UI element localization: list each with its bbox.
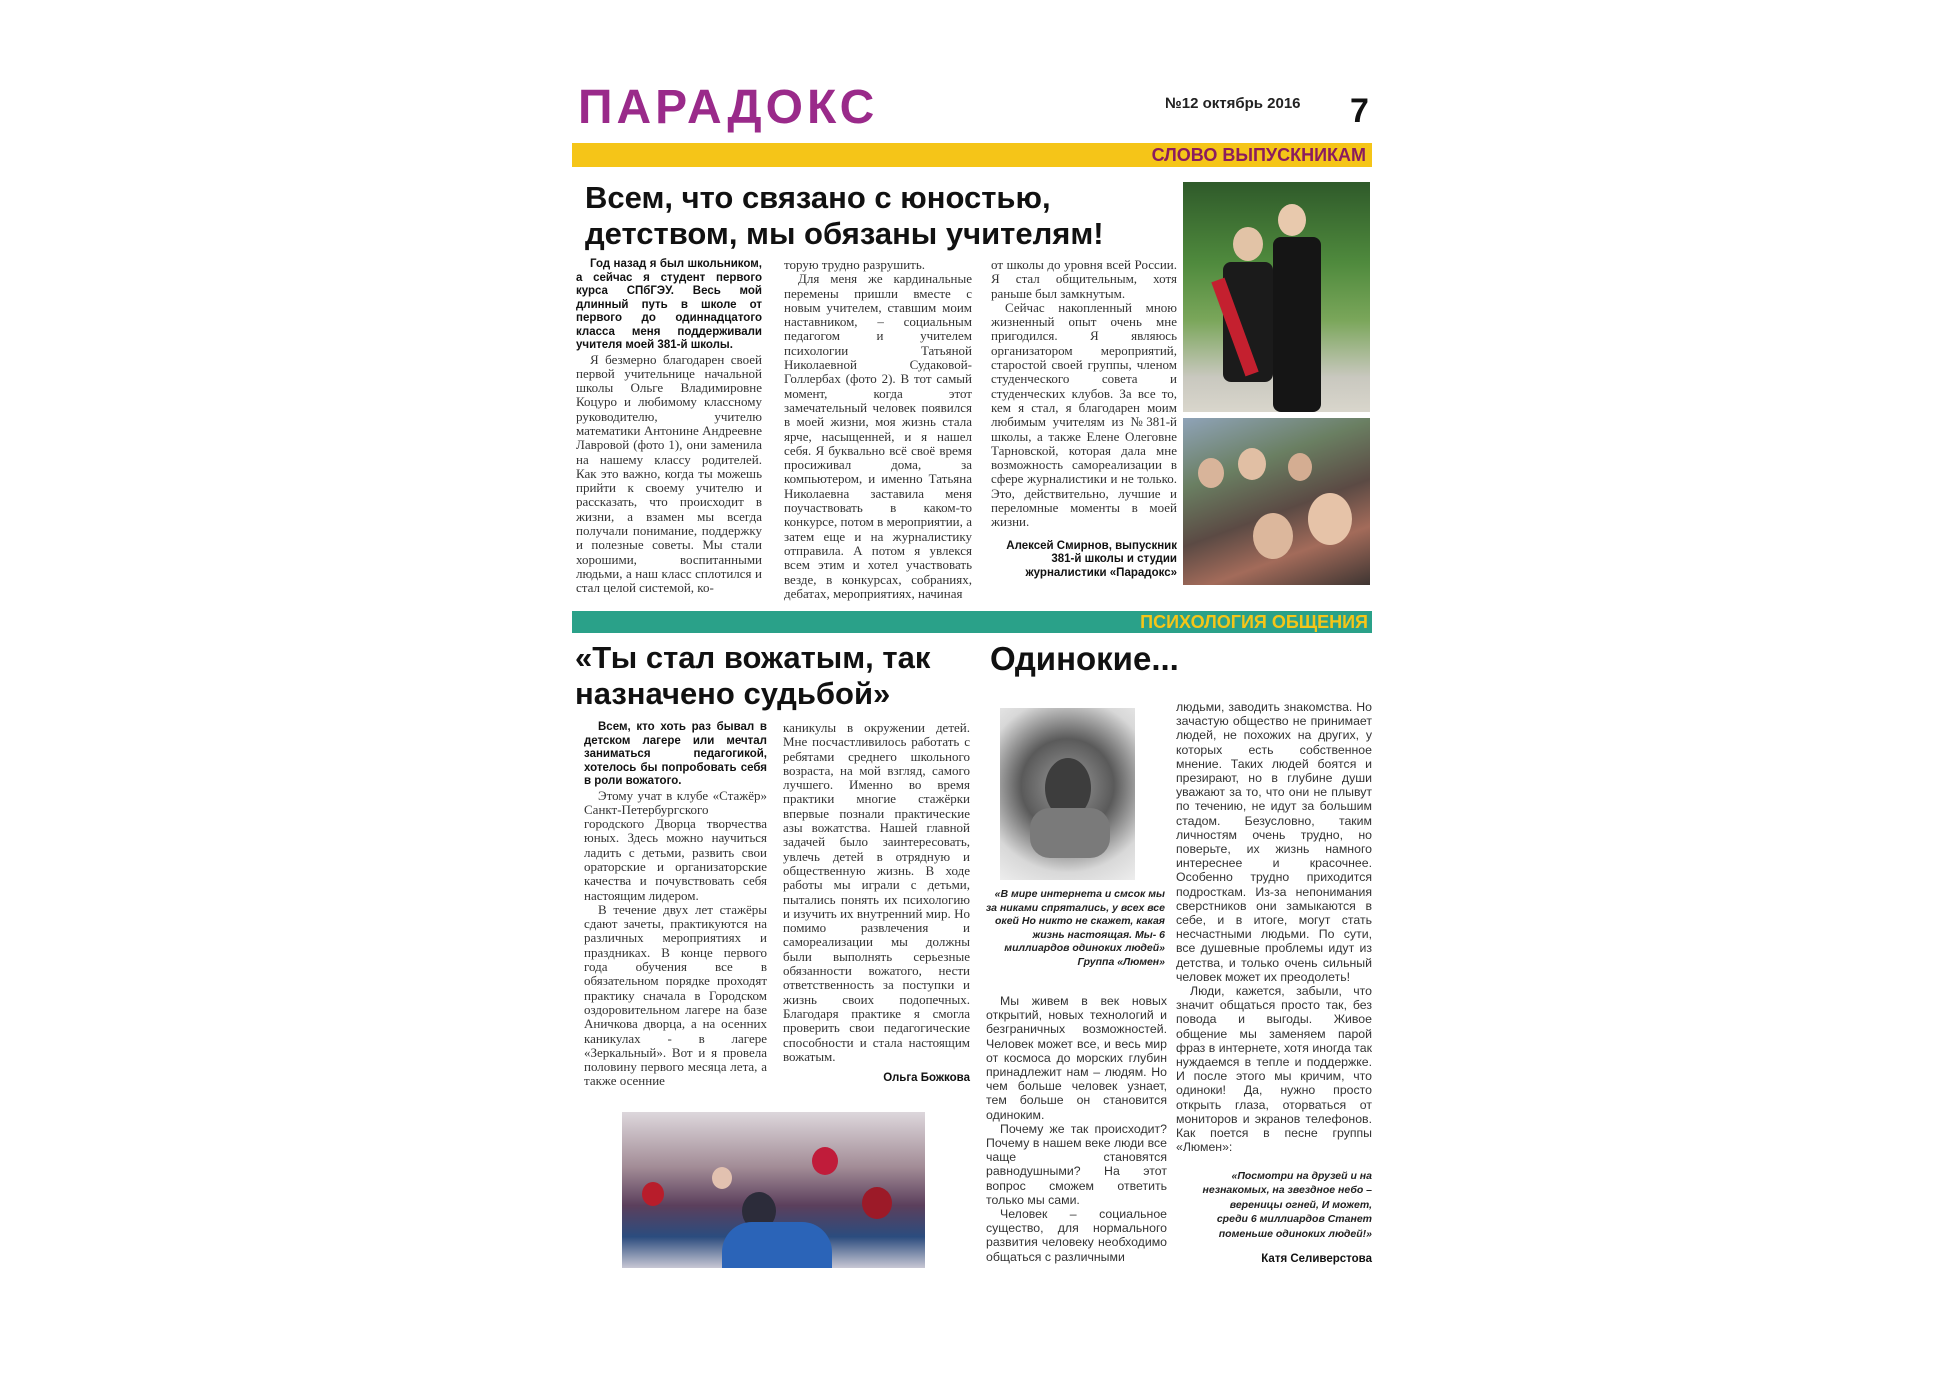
- article-paragraph: Человек – социальное существо, для нормального развития человеку необходимо общаться с различными: [986, 1207, 1167, 1264]
- article-paragraph: людьми, заводить знакомства. Но зачастую общество не принимает людей, не похожих на других, у которых есть собственное мнение. Таких людей боятся и презирают, но в глубине души уважают за то, что они не плывут по течению, не идут за большим стадом. Безусловно, таким личностям очень трудно, но поверьте, их жизнь намного интереснее и красочнее. Особенно трудно приходится подросткам. Из-за непонимания сверстников они замыкаются в себе, и в итоге, могут стать несчастными людьми. По сути, все душевные проблемы идут из детства, и только очень сильный человек может их преодолеть!: [1176, 700, 1372, 984]
- article-paragraph: Этому учат в клубе «Стажёр» Санкт-Петербургского городского Дворца творчества юных. Здесь можно научиться ладить с детьми, развить свои ораторские и организаторские качества и почувствовать себя настоящим лидером.: [584, 787, 767, 903]
- page-number: 7: [1350, 92, 1369, 130]
- article-column-2: [784, 258, 972, 601]
- article-lead: Год назад я был школьником, а сейчас я студент первого курса СПбГЭУ. Весь мой длинный путь в школе от первого до одиннадцатого класса меня поддерживали учителя моей 381-й школы.: [576, 258, 762, 351]
- section-label: ПСИХОЛОГИЯ ОБЩЕНИЯ: [1140, 612, 1368, 632]
- article-paragraph: от школы до уровня всей России. Я стал общительным, хотя раньше был замкнутым.: [991, 257, 1177, 301]
- issue-date: №12 октябрь 2016: [1165, 95, 1301, 112]
- article-paragraph: Люди, кажется, забыли, что значит общаться просто так, без повода и выгоды. Живое общение мы заменяем парой фраз в интернете, хотя иногда так нуждаемся в тепле и поддержке. И после этого мы кричим, что одиноки! Да, нужно просто открыть глаза, оторваться от мониторов и экранов телефонов. Как поется в песне группы «Люмен»:: [1176, 984, 1372, 1155]
- graduation-photo: [1183, 182, 1370, 412]
- article-paragraph: Для меня же кардинальные перемены пришли вместе с новым учителем, ставшим моим наставником, – социальным педагогом и учителем психологии Татьяной Николаевной Судаковой-Голлербах (фото 2). В тот самый момент, когда этот замечательный человек появился в моей жизни, моя жизнь стала ярче, насыщенней, и я нашел себя. Я буквально всё своё время просиживал дома, за компьютером, и именно Татьяна Николаевна заставила меня поучаствовать в каком-то конкурсе, потом в мероприятии, а затем еще и на журналистику отправила. А потом я увлекся всем этим и хотел участвовать везде, в конкурсах, собраниях, дебатах, мероприятиях, начиная: [784, 271, 972, 601]
- article-paragraph: Почему же так происходит? Почему в нашем веке люди все чаще становятся равнодушными? На этот вопрос сможем ответить только мы сами.: [986, 1121, 1167, 1207]
- lonely-girl-photo: [1000, 708, 1135, 880]
- article-column-2: [1176, 700, 1372, 1267]
- article-paragraph: каникулы в окружении детей. Мне посчастливилось работать с ребятами среднего школьного возраста, на мой взгляд, самого лучшего. Именно во время практики многие стажёрки впервые познали практические азы вожатства. Нашей главной задачей было заинтересовать, увлечь детей в отрядную и общественную жизнь. В ходе работы мы играли с детьми, пытались понять их психологию и изучить их внутренний мир. Но помимо развлечения и самореализации мы должны были выполнять серьезные обязанности вожатого, нести ответственность за поступки и жизнь своих подопечных. Благодаря практике я смогла проверить свои педагогические способности и стала настоящим вожатым.: [783, 720, 970, 1064]
- article-paragraph: Сейчас накопленный мною жизненный опыт очень мне пригодился. Я являюсь организатором мероприятий, старостой своей группы, членом студенческого совета и студенческих клубов. За все то, кем я стал, я благодарен моим любимым учителям из №381-й школы, а также Елене Олеговне Тарновской, которая дала мне возможность самореализации в сфере журналистики и не только. Это, действительно, лучшие и переломные моменты в моей жизни.: [991, 299, 1177, 530]
- newspaper-logo: ПАРАДОКС: [578, 81, 879, 134]
- article-column-2: [783, 721, 970, 1086]
- article-headline: Одинокие...: [990, 640, 1179, 677]
- article-column-1: [576, 258, 762, 596]
- section-bar-psychology: [572, 611, 1372, 633]
- winter-camp-photo: [622, 1112, 925, 1268]
- section-label: СЛОВО ВЫПУСКНИКАМ: [1151, 145, 1366, 165]
- photo-caption: «В мире интернета и смсок мы за никами спрятались, у всех все окей Но никто не скажет, какая жизнь настоящая. Мы- 6 миллиардов одиноких людей» Группа «Люмен»: [985, 888, 1165, 968]
- article-signature: Ольга Божкова: [883, 1072, 970, 1085]
- section-bar-graduates: [572, 143, 1372, 167]
- article-paragraph: торую трудно разрушить.: [784, 257, 926, 272]
- article-paragraph: Мы живем в век новых открытий, новых технологий и безграничных возможностей. Человек может все, и весь мир от космоса до морских глубин принадлежит нам – людям. Но чем больше человек узнает, тем больше он становится одиноким.: [986, 994, 1167, 1122]
- article-lead: Всем, кто хоть раз бывал в детском лагере или мечтал заниматься педагогикой, хотелось бы попробовать себя в роли вожатого.: [584, 721, 767, 787]
- article-headline: «Ты стал вожатым, так назначено судьбой»: [575, 640, 931, 711]
- song-quote: «Посмотри на друзей и на незнакомых, на звездное небо – вереницы огней, И может, среди 6 миллиардов Станет поменьше одиноких людей!»: [1202, 1169, 1372, 1240]
- group-selfie-photo: [1183, 418, 1370, 585]
- article-column-1: [584, 721, 767, 1089]
- article-paragraph: Я безмерно благодарен своей первой учительнице начальной школы Ольге Владимировне Коцуро и любимому классному руководителю, учителю математики Антонине Андреевне Лавровой (фото 1), они заменила на нашему классу родителей. Как это важно, когда ты можешь прийти к своему учителю и рассказать, что происходит в жизни, а взамен мы всегда получали понимание, поддержку и полезные советы. Мы стали хорошими, воспитанными людьми, а наш класс сплотился и стал целой системой, ко-: [576, 351, 762, 596]
- article-paragraph: В течение двух лет стажёры сдают зачеты, практикуются на различных мероприятиях и праздниках. В конце первого года обучения все в обязательном порядке проходят практику сначала в Городском оздоровительном лагере на базе Аничкова дворца, а на осенних каникулах - в лагере «Зеркальный». Вот и я провела половину первого месяца лета, а также осенние: [584, 901, 767, 1089]
- article-column-3: [991, 258, 1177, 580]
- article-signature: Катя Селиверстова: [1261, 1253, 1372, 1265]
- article-signature: Алексей Смирнов, выпускник 381-й школы и студии журналистики «Парадокс»: [1006, 539, 1177, 579]
- article-headline: Всем, что связано с юностью, детством, мы обязаны учителям!: [585, 180, 1104, 251]
- article-column-1: [986, 994, 1167, 1264]
